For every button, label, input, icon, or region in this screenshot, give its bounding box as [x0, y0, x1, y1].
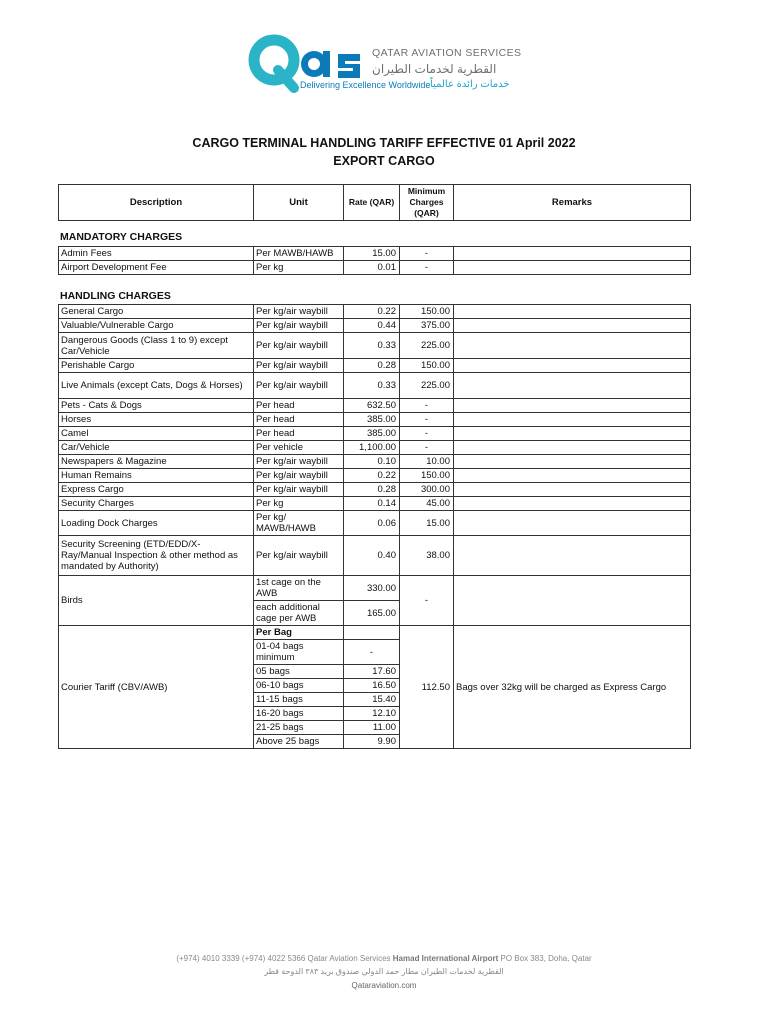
rate-cell: 0.22: [344, 469, 400, 483]
rate-cell: 0.33: [344, 373, 400, 399]
brand-name-ar: القطرية لخدمات الطيران: [372, 62, 497, 76]
rate-cell: 1,100.00: [344, 441, 400, 455]
rate-cell: 0.33: [344, 333, 400, 359]
footer-contact-line: [0, 954, 768, 963]
minimum-cell: -: [400, 247, 454, 261]
minimum-cell: 150.00: [400, 305, 454, 319]
document-subtitle: EXPORT CARGO: [333, 154, 435, 168]
minimum-cell: -: [400, 261, 454, 275]
rate-cell: 0.06: [344, 511, 400, 536]
rate-cell: [344, 626, 400, 640]
description-cell: Newspapers & Magazine: [59, 455, 254, 469]
minimum-cell: 15.00: [400, 511, 454, 536]
rate-cell: 0.14: [344, 497, 400, 511]
remarks-cell: [454, 441, 691, 455]
rate-cell: 15.00: [344, 247, 400, 261]
table-row: [59, 497, 691, 511]
unit-cell: Per kg/air waybill: [254, 319, 344, 333]
table-row: [59, 469, 691, 483]
unit-cell: Per vehicle: [254, 441, 344, 455]
unit-cell: 16-20 bags: [254, 707, 344, 721]
unit-cell: Per MAWB/HAWB: [254, 247, 344, 261]
remarks-cell: [454, 333, 691, 359]
rate-cell: 0.10: [344, 455, 400, 469]
description-cell: Admin Fees: [59, 247, 254, 261]
unit-cell: Above 25 bags: [254, 735, 344, 749]
table-row: [59, 333, 691, 359]
unit-cell: Per kg: [254, 261, 344, 275]
minimum-cell: -: [400, 427, 454, 441]
remarks-cell: [454, 455, 691, 469]
rate-cell: 9.90: [344, 735, 400, 749]
table-row: [59, 261, 691, 275]
minimum-cell: -: [400, 399, 454, 413]
table-row: [59, 305, 691, 319]
description-cell: Human Remains: [59, 469, 254, 483]
unit-cell: Per kg/air waybill: [254, 305, 344, 319]
tagline-en: Delivering Excellence Worldwide: [300, 80, 431, 90]
minimum-cell: 112.50: [400, 626, 454, 749]
remarks-cell: [454, 399, 691, 413]
remarks-cell: [454, 261, 691, 275]
description-cell: Horses: [59, 413, 254, 427]
rate-cell: 385.00: [344, 427, 400, 441]
description-cell: Security Charges: [59, 497, 254, 511]
remarks-cell: [454, 413, 691, 427]
rate-cell: 15.40: [344, 693, 400, 707]
description-cell: Perishable Cargo: [59, 359, 254, 373]
handling-charges-table: [58, 304, 691, 749]
column-header-table: [58, 184, 691, 221]
unit-cell: 11-15 bags: [254, 693, 344, 707]
table-row: [59, 427, 691, 441]
table-row: [59, 399, 691, 413]
description-cell: Security Screening (ETD/EDD/X-Ray/Manual Inspection & other method as mandated by Authority): [59, 536, 254, 576]
table-row: [59, 511, 691, 536]
unit-cell: Per head: [254, 399, 344, 413]
rate-cell: 0.22: [344, 305, 400, 319]
table-row: [59, 319, 691, 333]
unit-cell: Per kg/air waybill: [254, 359, 344, 373]
section-mandatory-charges: MANDATORY CHARGES: [60, 231, 183, 243]
unit-cell: Per head: [254, 413, 344, 427]
minimum-cell: -: [400, 441, 454, 455]
rate-cell: 0.28: [344, 483, 400, 497]
footer-arabic-line: القطرية لخدمات الطيران مطار حمد الدولي صندوق بريد ٣٨٣ الدوحة قطر: [264, 967, 504, 976]
minimum-cell: -: [400, 413, 454, 427]
description-cell: Loading Dock Charges: [59, 511, 254, 536]
table-row: [59, 455, 691, 469]
minimum-cell: 38.00: [400, 536, 454, 576]
remarks-cell: [454, 359, 691, 373]
column-rate: Rate (QAR): [344, 185, 400, 221]
unit-cell: Per kg: [254, 497, 344, 511]
description-cell: Camel: [59, 427, 254, 441]
unit-cell: 1st cage on the AWB: [254, 576, 344, 601]
remarks-cell: [454, 247, 691, 261]
footer-address: PO Box 383, Doha, Qatar: [500, 954, 592, 963]
description-cell: General Cargo: [59, 305, 254, 319]
minimum-cell: 225.00: [400, 373, 454, 399]
rate-cell: 632.50: [344, 399, 400, 413]
remarks-cell: [454, 497, 691, 511]
unit-cell: 01-04 bags minimum: [254, 640, 344, 665]
rate-cell: 0.40: [344, 536, 400, 576]
table-row: [59, 373, 691, 399]
minimum-cell: 300.00: [400, 483, 454, 497]
description-cell: Dangerous Goods (Class 1 to 9) except Car/Vehicle: [59, 333, 254, 359]
remarks-cell: [454, 483, 691, 497]
rate-cell: 385.00: [344, 413, 400, 427]
minimum-cell: 10.00: [400, 455, 454, 469]
rate-cell: 11.00: [344, 721, 400, 735]
description-cell: Valuable/Vulnerable Cargo: [59, 319, 254, 333]
unit-cell: Per kg/air waybill: [254, 373, 344, 399]
table-row: [59, 413, 691, 427]
rate-cell: 165.00: [344, 601, 400, 626]
footer-website: Qataraviation.com: [351, 981, 417, 990]
unit-cell: Per kg/ MAWB/HAWB: [254, 511, 344, 536]
description-cell: Live Animals (except Cats, Dogs & Horses): [59, 373, 254, 399]
unit-cell: Per kg/air waybill: [254, 469, 344, 483]
column-description: Description: [59, 185, 254, 221]
rate-cell: -: [344, 640, 400, 665]
unit-cell: 21-25 bags: [254, 721, 344, 735]
minimum-cell: 225.00: [400, 333, 454, 359]
remarks-cell: [454, 511, 691, 536]
birds-row: [59, 576, 691, 601]
description-cell: Express Cargo: [59, 483, 254, 497]
description-cell: Courier Tariff (CBV/AWB): [59, 626, 254, 749]
description-cell: Pets - Cats & Dogs: [59, 399, 254, 413]
footer-airport: Hamad International Airport: [392, 954, 499, 963]
minimum-cell: 45.00: [400, 497, 454, 511]
rate-cell: 330.00: [344, 576, 400, 601]
remarks-cell: [454, 576, 691, 626]
unit-cell: Per kg/air waybill: [254, 333, 344, 359]
column-minimum: Minimum Charges (QAR): [400, 185, 454, 221]
qas-logo: [248, 28, 522, 98]
unit-cell: Per head: [254, 427, 344, 441]
description-cell: Car/Vehicle: [59, 441, 254, 455]
remarks-cell: [454, 373, 691, 399]
description-cell: Birds: [59, 576, 254, 626]
column-unit: Unit: [254, 185, 344, 221]
mandatory-charges-table: [58, 246, 691, 275]
table-row: [59, 483, 691, 497]
document-title: CARGO TERMINAL HANDLING TARIFF EFFECTIVE 01 April 2022: [192, 136, 576, 150]
rate-cell: 17.60: [344, 665, 400, 679]
minimum-cell: 375.00: [400, 319, 454, 333]
unit-cell: 05 bags: [254, 665, 344, 679]
unit-cell: Per kg/air waybill: [254, 536, 344, 576]
rate-cell: 12.10: [344, 707, 400, 721]
unit-cell: Per kg/air waybill: [254, 483, 344, 497]
table-row: [59, 247, 691, 261]
table-row: [59, 441, 691, 455]
rate-cell: 16.50: [344, 679, 400, 693]
minimum-cell: -: [400, 576, 454, 626]
unit-cell: Per kg/air waybill: [254, 455, 344, 469]
brand-name-en: QATAR AVIATION SERVICES: [372, 47, 522, 59]
remarks-cell: Bags over 32kg will be charged as Express Cargo: [454, 626, 691, 749]
table-row: [59, 536, 691, 576]
rate-cell: 0.44: [344, 319, 400, 333]
section-handling-charges: HANDLING CHARGES: [60, 290, 171, 302]
remarks-cell: [454, 305, 691, 319]
remarks-cell: [454, 536, 691, 576]
minimum-cell: 150.00: [400, 359, 454, 373]
footer-phones: (+974) 4010 3339 (+974) 4022 5366 Qatar Aviation Services: [176, 954, 391, 963]
column-remarks: Remarks: [454, 185, 691, 221]
rate-cell: 0.01: [344, 261, 400, 275]
remarks-cell: [454, 319, 691, 333]
table-row: [59, 359, 691, 373]
per-bag-label: Per Bag: [254, 626, 344, 640]
rate-cell: 0.28: [344, 359, 400, 373]
remarks-cell: [454, 469, 691, 483]
minimum-cell: 150.00: [400, 469, 454, 483]
unit-cell: 06-10 bags: [254, 679, 344, 693]
unit-cell: each additional cage per AWB: [254, 601, 344, 626]
courier-row: [59, 626, 691, 640]
description-cell: Airport Development Fee: [59, 261, 254, 275]
tagline-ar: خدمات رائدة عالمياً: [430, 79, 510, 90]
remarks-cell: [454, 427, 691, 441]
